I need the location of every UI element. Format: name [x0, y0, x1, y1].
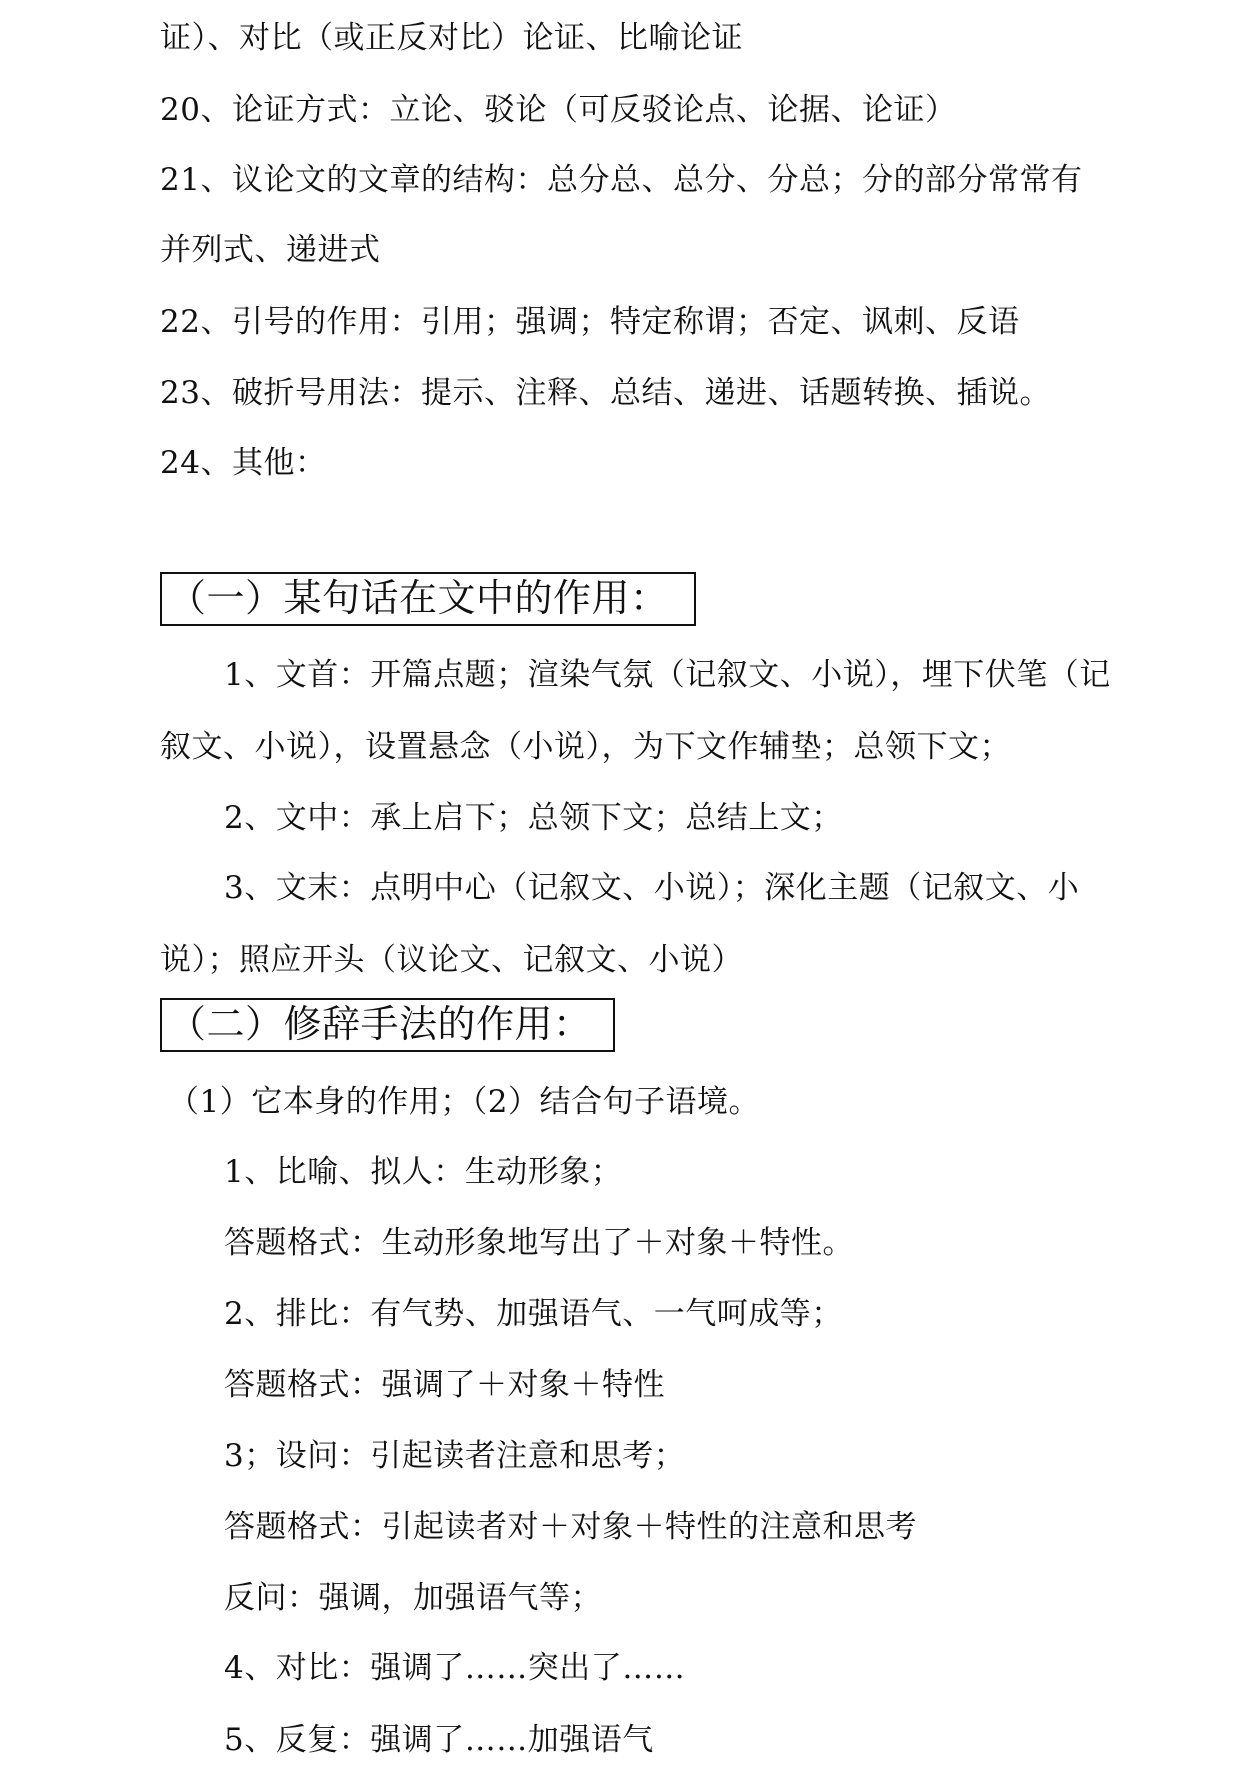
paragraph-text-ending: 3、文末：点明中心（记叙文、小说）；深化主题（记叙文、小: [224, 870, 1080, 906]
rhetoric-metaphor: 1、比喻、拟人：生动形象；: [224, 1154, 623, 1190]
section-heading-sentence-function: （一）某句话在文中的作用：: [160, 572, 696, 626]
answer-format-metaphor: 答题格式：生动形象地写出了＋对象＋特性。: [224, 1225, 854, 1261]
section-heading-rhetoric-function: （二）修辞手法的作用：: [160, 998, 615, 1052]
text-line-argument-methods-cont: 证）、对比（或正反对比）论证、比喻论证: [160, 20, 743, 56]
list-item-24: 24、其他：: [160, 445, 327, 481]
list-item-22: 22、引号的作用：引用；强调；特定称谓；否定、讽刺、反语: [160, 304, 1020, 340]
list-item-21: 21、议论文的文章的结构：总分总、总分、分总；分的部分常常有: [160, 162, 1083, 198]
rhetoric-rhetorical-question: 反问：强调，加强语气等；: [224, 1580, 602, 1616]
answer-format-question: 答题格式：引起读者对＋对象＋特性的注意和思考: [224, 1509, 917, 1545]
paragraph-text-middle: 2、文中：承上启下；总领下文；总结上文；: [224, 800, 843, 836]
rhetoric-intro: （1）它本身的作用；（2）结合句子语境。: [168, 1084, 760, 1120]
rhetoric-contrast: 4、对比：强调了……突出了……: [224, 1650, 686, 1686]
answer-format-parallelism: 答题格式：强调了＋对象＋特性: [224, 1367, 665, 1403]
paragraph-text-opening-cont: 叙文、小说），设置悬念（小说），为下文作辅垫；总领下文；: [160, 729, 1011, 765]
rhetoric-repetition: 5、反复：强调了……加强语气: [224, 1722, 654, 1758]
list-item-21-cont: 并列式、递进式: [160, 232, 381, 268]
rhetoric-question: 3；设问：引起读者注意和思考；: [224, 1438, 686, 1474]
list-item-20: 20、论证方式：立论、驳论（可反驳论点、论据、论证）: [160, 92, 957, 128]
rhetoric-parallelism: 2、排比：有气势、加强语气、一气呵成等；: [224, 1296, 843, 1332]
paragraph-text-opening: 1、文首：开篇点题；渲染气氛（记叙文、小说），埋下伏笔（记: [224, 657, 1111, 693]
paragraph-text-ending-cont: 说）；照应开头（议论文、记叙文、小说）: [160, 942, 743, 978]
list-item-23: 23、破折号用法：提示、注释、总结、递进、话题转换、插说。: [160, 375, 1051, 411]
